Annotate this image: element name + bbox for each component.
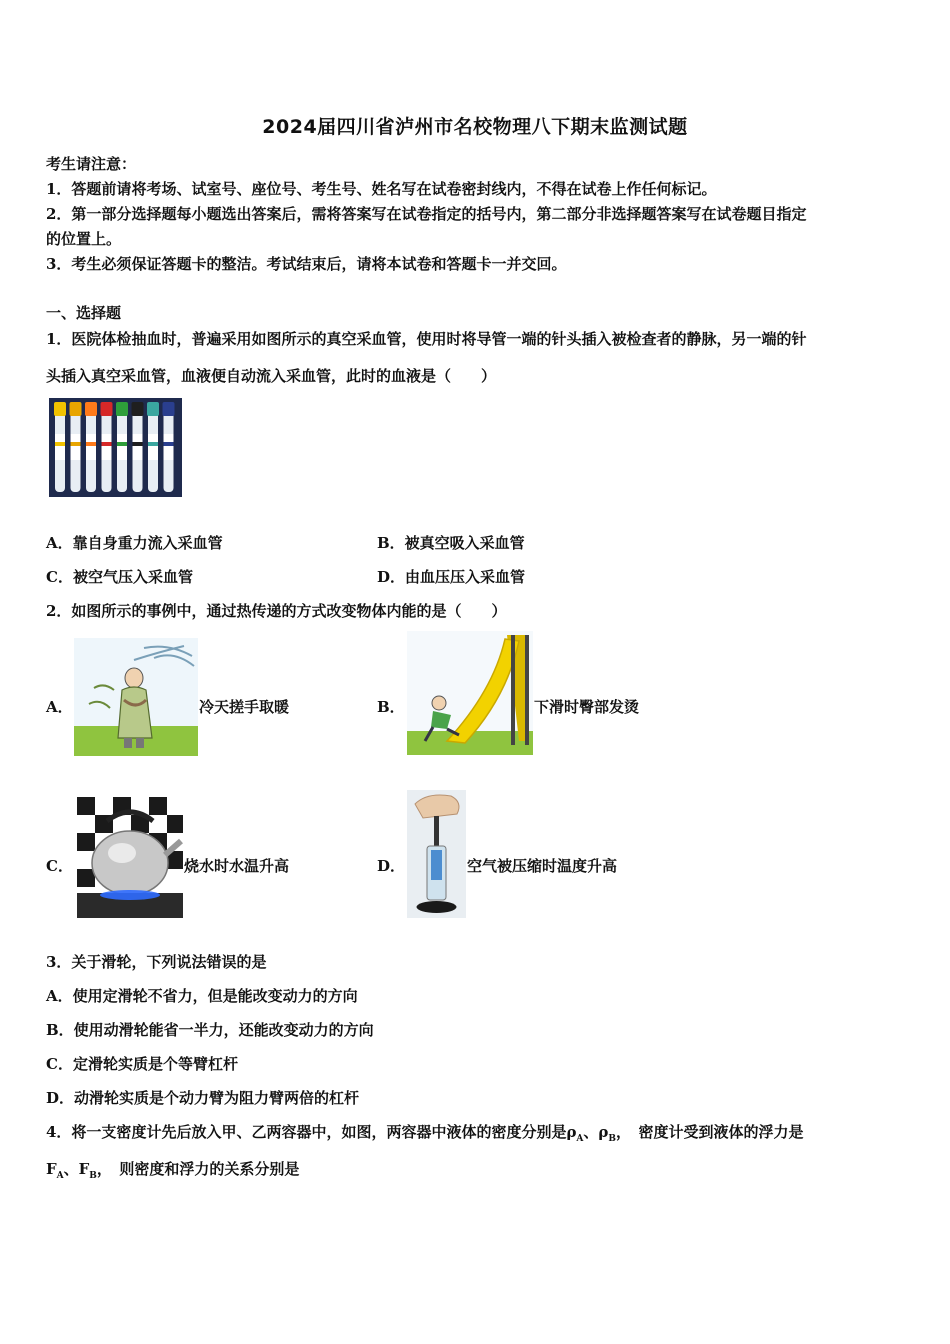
- tube-label: [86, 434, 96, 460]
- q2-option-b-caption: 下滑时臀部发烫: [534, 698, 640, 716]
- q2-option-d-caption: 空气被压缩时温度升高: [467, 857, 618, 875]
- notice-item-3: 3．考生必须保证答题卡的整洁。考试结束后，请将本试卷和答题卡一并交回。: [46, 255, 567, 273]
- slide-image: [407, 631, 533, 755]
- slide-illustration: [407, 631, 533, 755]
- kettle-image: [77, 797, 183, 918]
- tube-label: [71, 434, 81, 460]
- vacuum-tubes-illustration: [49, 398, 182, 497]
- notice-item-2: 2．第一部分选择题每小题选出答案后，需将答案写在试卷指定的括号内，第二部分非选择题答案写在试卷题目指定: [46, 205, 807, 223]
- q4-line2-text-a: F: [46, 1160, 57, 1178]
- tube-stripe: [55, 442, 65, 446]
- rho-b-subscript: B: [608, 1134, 616, 1144]
- q1-option-c: C．被空气压入采血管: [46, 568, 193, 586]
- tube-stripe: [133, 442, 143, 446]
- air-pump-illustration: [407, 790, 466, 918]
- q1-option-b: B．被真空吸入采血管: [377, 534, 525, 552]
- tube-label: [164, 434, 174, 460]
- q2-option-d-letter: D．: [377, 857, 406, 875]
- q4-line2-text-b: ， 则密度和浮力的关系分别是: [96, 1160, 300, 1178]
- notice-item-2-cont: 的位置上。: [46, 230, 122, 248]
- tube-stripe: [71, 442, 81, 446]
- page-title: 2024届四川省泸州市名校物理八下期末监测试题: [262, 116, 688, 138]
- tube-stripe: [117, 442, 127, 446]
- rho-a-subscript: A: [576, 1134, 584, 1144]
- q4-stem-line2: [46, 1158, 299, 1181]
- vacuum-tubes-image: [49, 398, 182, 497]
- q2-option-c-letter: C．: [46, 857, 73, 875]
- kettle-body: [92, 831, 168, 895]
- tube-cap: [85, 402, 97, 416]
- tube-label: [117, 434, 127, 460]
- notice-item-1: 1．答题前请将考场、试室号、座位号、考生号、姓名写在试卷密封线内，不得在试卷上作任何标记。: [46, 180, 717, 198]
- section-heading: 一、选择题: [46, 304, 122, 322]
- rub-hands-image: [74, 638, 198, 756]
- tube-cap: [54, 402, 66, 416]
- q1-option-a: A．靠自身重力流入采血管: [46, 534, 223, 552]
- tube-stripe: [164, 442, 174, 446]
- q1-stem-line2: 头插入真空采血管，血液便自动流入采血管，此时的血液是（ ）: [46, 367, 497, 385]
- tube-stripe: [86, 442, 96, 446]
- q4-line1-sep: 、ρ: [583, 1123, 609, 1141]
- tube-cap: [101, 402, 113, 416]
- tube-cap: [163, 402, 175, 416]
- tube-cap: [132, 402, 144, 416]
- gas-flame: [100, 890, 160, 900]
- tube-stripe: [102, 442, 112, 446]
- q4-line2-sep: 、F: [63, 1160, 90, 1178]
- air-pump-image: [407, 790, 466, 918]
- q3-option-d: D．动滑轮实质是个动力臂为阻力臂两倍的杠杆: [46, 1089, 360, 1107]
- q4-line1-text-a: 4．将一支密度计先后放入甲、乙两容器中，如图，两容器中液体的密度分别是ρ: [46, 1123, 577, 1141]
- tube-cap: [147, 402, 159, 416]
- f-a-subscript: A: [56, 1171, 64, 1181]
- rub-hands-illustration: [74, 638, 198, 756]
- notice-heading: 考生请注意：: [46, 155, 137, 173]
- tube-cap: [116, 402, 128, 416]
- tube-label: [148, 434, 158, 460]
- q3-option-a: A．使用定滑轮不省力，但是能改变动力的方向: [46, 987, 358, 1005]
- q2-option-b-letter: B．: [377, 698, 405, 716]
- tube-label: [55, 434, 65, 460]
- q3-option-b: B．使用动滑轮能省一半力，还能改变动力的方向: [46, 1021, 374, 1039]
- q2-option-c-caption: 烧水时水温升高: [184, 857, 290, 875]
- q2-stem: 2．如图所示的事例中，通过热传递的方式改变物体内能的是（ ）: [46, 602, 507, 620]
- q1-stem-line1: 1．医院体检抽血时，普遍采用如图所示的真空采血管，使用时将导管一端的针头插入被检查者的静脉，另一端的针: [46, 330, 807, 348]
- q3-option-c: C．定滑轮实质是个等臂杠杆: [46, 1055, 238, 1073]
- q3-stem: 3．关于滑轮，下列说法错误的是: [46, 953, 267, 971]
- q2-option-a-caption: 冷天搓手取暖: [199, 698, 290, 716]
- f-b-subscript: B: [89, 1171, 97, 1181]
- q2-option-a-letter: A．: [46, 698, 73, 716]
- tube-cap: [70, 402, 82, 416]
- q1-option-d: D．由血压压入采血管: [377, 568, 526, 586]
- q4-stem-line1: [46, 1121, 804, 1144]
- tube-label: [102, 434, 112, 460]
- tube-label: [133, 434, 143, 460]
- tube-stripe: [148, 442, 158, 446]
- kettle-illustration: [77, 797, 183, 918]
- q4-line1-text-b: ， 密度计受到液体的浮力是: [616, 1123, 804, 1141]
